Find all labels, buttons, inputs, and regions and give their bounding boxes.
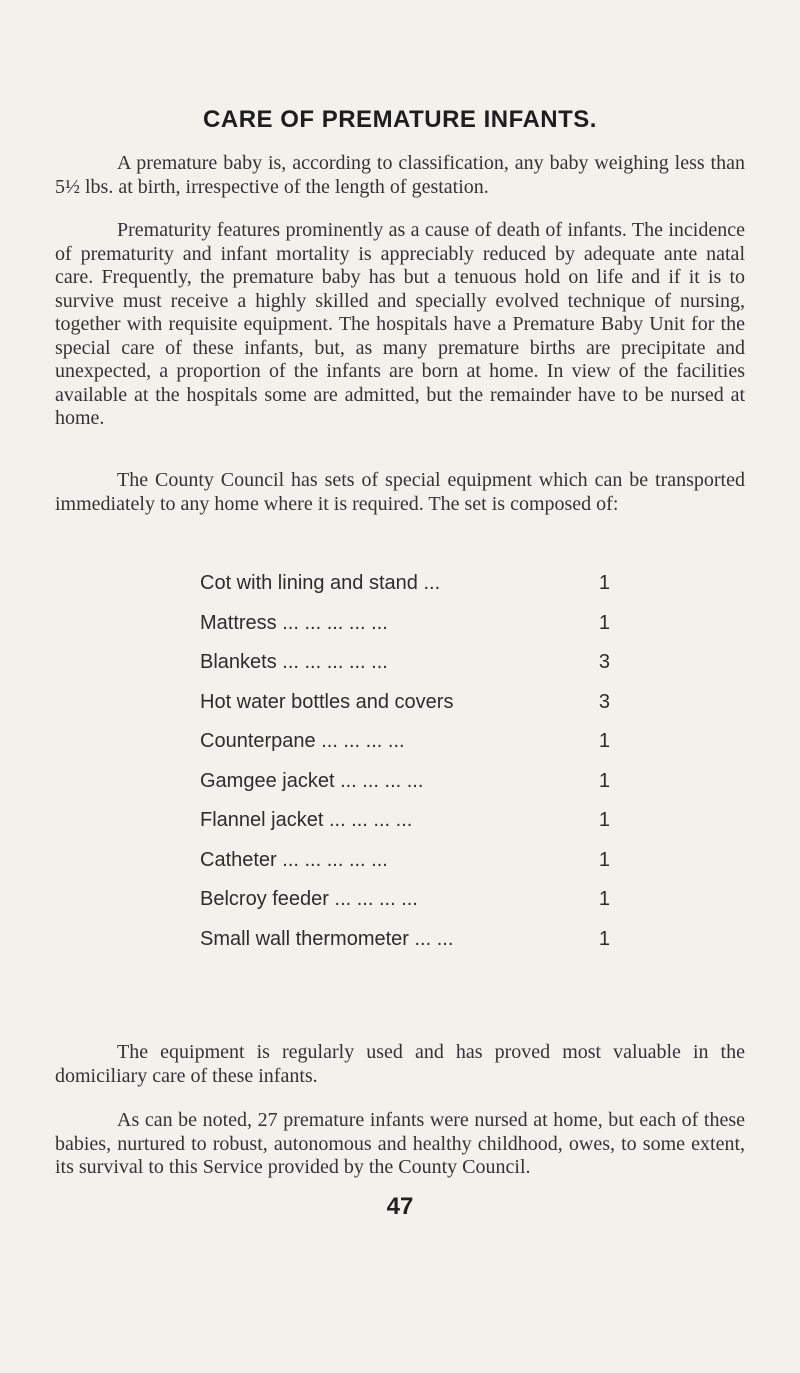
item-quantity: 3	[598, 690, 610, 713]
list-item	[200, 683, 610, 723]
item-name: Gamgee jacket ... ... ... ...	[200, 769, 424, 792]
page-title: CARE OF PREMATURE INFANTS.	[203, 106, 597, 133]
list-item	[200, 762, 610, 802]
list-item	[200, 801, 610, 841]
item-quantity: 1	[598, 611, 610, 634]
list-item	[200, 722, 610, 762]
page-number: 47	[386, 1193, 414, 1220]
item-quantity: 1	[598, 848, 610, 871]
item-quantity: 1	[598, 927, 610, 950]
list-item	[200, 604, 610, 644]
item-name: Counterpane ... ... ... ...	[200, 730, 405, 752]
item-quantity: 1	[598, 809, 610, 831]
equipment-list	[200, 564, 610, 959]
item-name: Belcroy feeder ... ... ... ...	[200, 888, 418, 910]
paragraph-home-nursing: As can be noted, 27 premature infants were nursed at home, but each of these babies, nurtured to robust, autonomous and healthy childhood, owes, to some extent, its survival to this Service provided by the County Council.	[55, 1109, 745, 1178]
item-name: Small wall thermometer ... ...	[200, 927, 454, 950]
paragraph-equipment-value: The equipment is regularly used and has proved most valuable in the domiciliary care of these infants.	[55, 1041, 745, 1087]
item-name: Catheter ... ... ... ... ...	[200, 848, 388, 871]
list-item	[200, 880, 610, 920]
item-quantity: 1	[598, 769, 610, 792]
item-quantity: 1	[598, 572, 610, 594]
item-name: Cot with lining and stand ...	[200, 572, 441, 594]
item-name: Mattress ... ... ... ... ...	[200, 611, 388, 634]
list-item	[200, 643, 610, 683]
list-item	[200, 920, 610, 960]
item-name: Hot water bottles and covers	[200, 690, 454, 713]
item-name: Flannel jacket ... ... ... ...	[200, 809, 413, 831]
list-item	[200, 564, 610, 604]
item-quantity: 1	[598, 730, 610, 752]
paragraph-prematurity: Prematurity features prominently as a cause of death of infants. The incidence of prematurity and infant mortality is appreciably reduced by adequate ante natal care. Frequently, the premature baby has but a tenuous hold on life and if it is to survive must receive a highly skilled and specially evolved technique of nursing, together with requisite equipment. The hospitals have a Premature Baby Unit for the special care of these infants, but, as many premature births are precipitate and unexpected, a proportion of the infants are born at home. In view of the facilities available at the hospitals some are admitted, but the remainder have to be nursed at home.	[55, 219, 745, 429]
item-name: Blankets ... ... ... ... ...	[200, 651, 388, 673]
paragraph-equipment-intro: The County Council has sets of special equipment which can be transported immediately to any home where it is required. The set is composed of:	[55, 469, 745, 515]
item-quantity: 1	[598, 888, 610, 910]
item-quantity: 3	[598, 651, 610, 673]
paragraph-definition: A premature baby is, according to classification, any baby weighing less than 5½ lbs. at birth, irrespective of the length of gestation.	[55, 152, 745, 198]
list-item	[200, 841, 610, 881]
